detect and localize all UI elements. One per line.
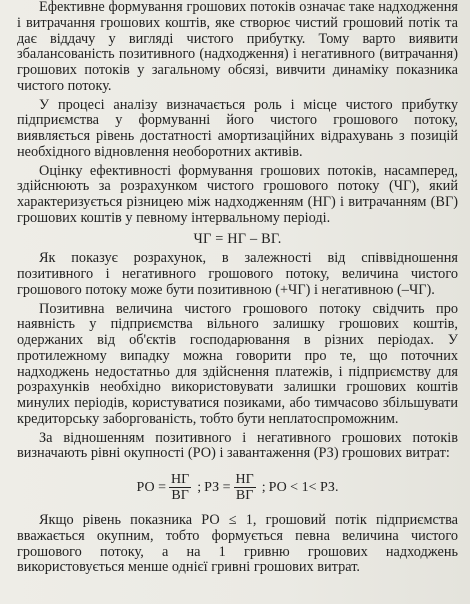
rz-fraction	[234, 472, 256, 503]
paragraph-2: У процесі аналізу визначається роль і місце чистого прибутку підприємства у формуванні його чистого грошового потоку, виявляється рівень достатності амортизаційних відрахувань з позицій необхідного відновлення необоротних активів.	[17, 96, 458, 160]
rz-numerator: НГ	[235, 472, 254, 487]
body-text	[17, 0, 458, 576]
paragraph-5: Позитивна величина чистого грошового потоку свідчить про наявність у підприємства вільного залишку грошових коштів, одержаних від об'єктів господарювання в різних періодах. У протилежному випадку можна говорити про те, що поточних надходжень недостатньо для здійснення платежів, і підприємству для розрахунків необхідно використовувати залишки грошових коштів минулих періодів, користуватися позиками, або тимчасово збільшувати кредиторську заборгованість, тобто бути неплатоспроможним.	[17, 300, 458, 427]
paragraph-3: Оцінку ефективності формування грошових потоків, насамперед, здійснюють за розрахунком чистого грошового потоку (ЧГ), який характеризується різницею між надходженням (НГ) і витрачанням (ВГ) грошових коштів у певному інтервальному періоді.	[17, 162, 458, 226]
separator-2: ;	[261, 479, 266, 495]
ro-fraction	[169, 472, 191, 503]
ro-denominator: ВГ	[171, 488, 189, 503]
paragraph-1	[17, 0, 458, 95]
rz-denominator: ВГ	[235, 488, 254, 503]
paragraph-1-first-line: Ефективне формування грошових потоків означає таке	[39, 0, 375, 15]
ro-numerator: НГ	[171, 472, 190, 487]
rz-label: РЗ =	[204, 479, 231, 495]
paragraph-6: За відношенням позитивного і негативного грошових потоків визначають рівні окупності (РО) і завантаження (РЗ) грошових витрат:	[17, 429, 458, 462]
ratio-condition: РО < 1< РЗ.	[268, 479, 339, 495]
paragraph-1-rest: надходження і витрачання грошових коштів, яке створює чистий грошовий потік та дає віддачу у вигляді чистого прибутку. Тому варто виявити збалансованість позитивного (надходження) і негативного (витрачання) грошових потоків у загальному обсязі, вивчити динаміку показника чистого потоку.	[17, 0, 458, 94]
ro-label: РО =	[136, 479, 167, 495]
paragraph-7: Якщо рівень показника РО ≤ 1, грошовий потік підприємства вважається окупним, тобто формується певна величина чистого грошового потоку, а на 1 гривню грошових надходжень використовується менше однієї гривні грошових витрат.	[17, 512, 458, 576]
formula-payback-load-ratios	[17, 472, 458, 503]
separator-1: ;	[197, 479, 202, 495]
paragraph-4: Як показує розрахунок, в залежності від співвідношення позитивного і негативного грошового потоку, величина чистого грошового потоку може бути позитивною (+ЧГ) і негативною (–ЧГ).	[17, 250, 458, 298]
formula-net-cash-flow: ЧГ = НГ – ВГ.	[193, 230, 282, 247]
